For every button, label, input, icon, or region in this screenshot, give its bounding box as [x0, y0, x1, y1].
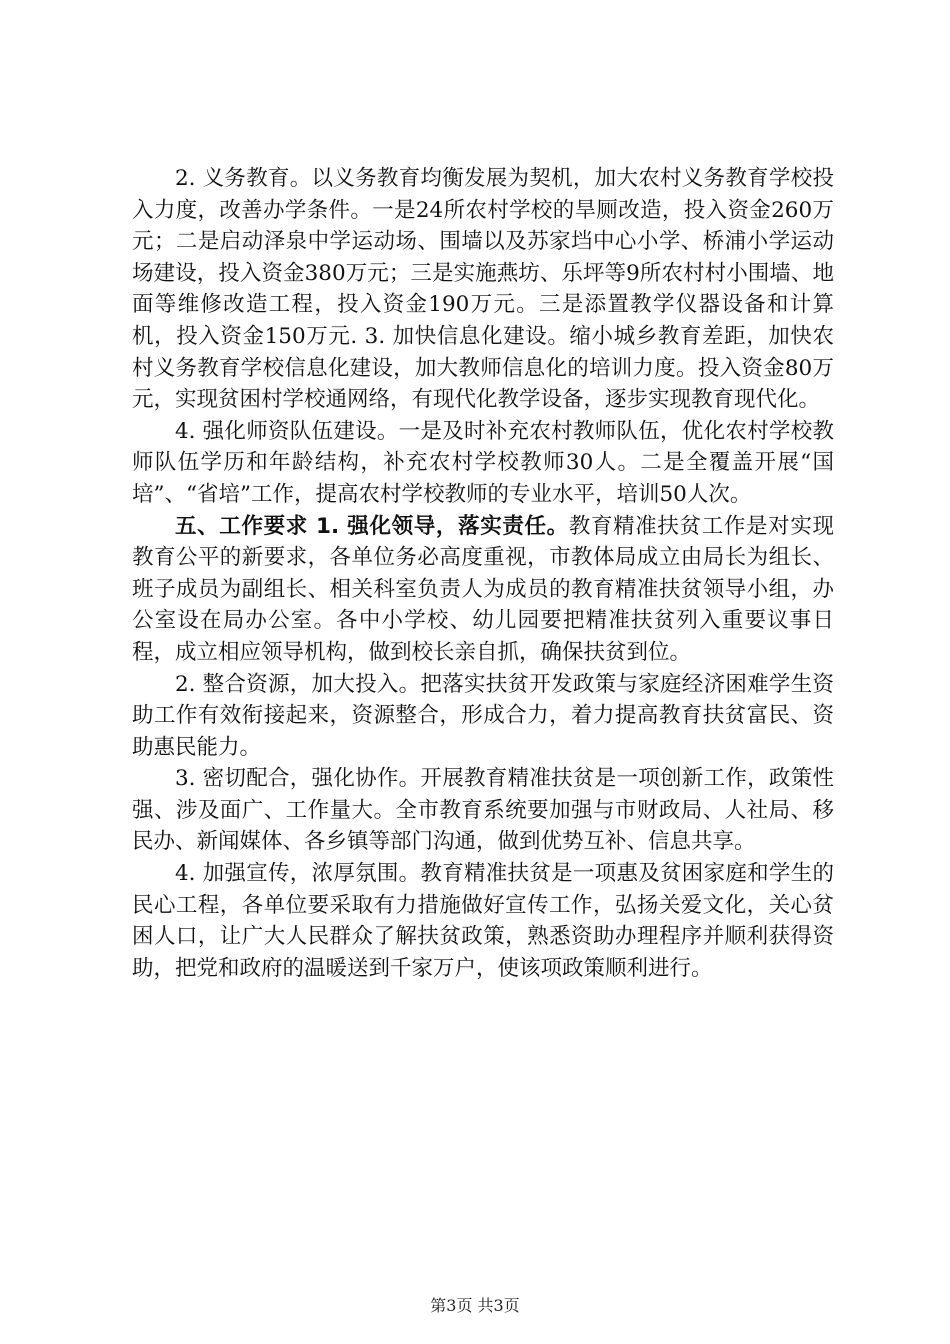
paragraph-work-requirements [132, 511, 834, 669]
paragraph-work-requirements-text: 教育精准扶贫工作是对实现教育公平的新要求，各单位务必高度重视，市教体局成立由局长为组长、班子成员为副组长、相关科室负责人为成员的教育精准扶贫领导小组，办公室设在局办公室。各中小学校、幼儿园要把精准扶贫列入重要议事日程，成立相应领导机构，做到校长亲自抓，确保扶贫到位。 [132, 513, 834, 665]
paragraph-cooperation: 3. 密切配合，强化协作。开展教育精准扶贫是一项创新工作，政策性强、涉及面广、工作量大。全市教育系统要加强与市财政局、人社局、移民办、新闻媒体、各乡镇等部门沟通，做到优势互补、信息共享。 [132, 766, 834, 855]
paragraph-integrate-resources: 2. 整合资源，加大投入。把落实扶贫开发政策与家庭经济困难学生资助工作有效衔接起来，资源整合，形成合力，着力提高教育扶贫富民、资助惠民能力。 [132, 671, 834, 760]
paragraph-publicity: 4. 加强宣传，浓厚氛围。教育精准扶贫是一项惠及贫困家庭和学生的民心工程，各单位要采取有力措施做好宣传工作，弘扬关爱文化，关心贫困人口，让广大人民群众了解扶贫政策，熟悉资助办理程序并顺利获得资助，把党和政府的温暖送到千家万户，使该项政策顺利进行。 [132, 861, 834, 981]
page-footer: 第3页 共3页 [430, 1296, 520, 1315]
section-heading: 五、工作要求 1. 强化领导，落实责任。 [175, 513, 569, 539]
paragraph-teacher-team: 4. 强化师资队伍建设。一是及时补充农村教师队伍，优化农村学校教师队伍学历和年龄结构，补充农村学校教师30人。二是全覆盖开展“国培”、“省培”工作，提高农村学校教师的专业水平，培训50人次。 [132, 418, 834, 507]
document-body [132, 163, 834, 984]
paragraph-compulsory-education: 2. 义务教育。以义务教育均衡发展为契机，加大农村义务教育学校投入力度，改善办学条件。一是24所农村学校的旱厕改造，投入资金260万元；二是启动泽泉中学运动场、围墙以及苏家垱中心小学、桥浦小学运动场建设，投入资金380万元；三是实施燕坊、乐坪等9所农村村小围墙、地面等维修改造工程，投入资金190万元。三是添置教学仪器设备和计算机，投入资金150万元. 3. 加快信息化建设。缩小城乡教育差距，加快农村义务教育学校信息化建设，加大教师信息化的培训力度。投入资金80万元，实现贫困村学校通网络，有现代化教学设备，逐步实现教育现代化。 [132, 166, 834, 413]
